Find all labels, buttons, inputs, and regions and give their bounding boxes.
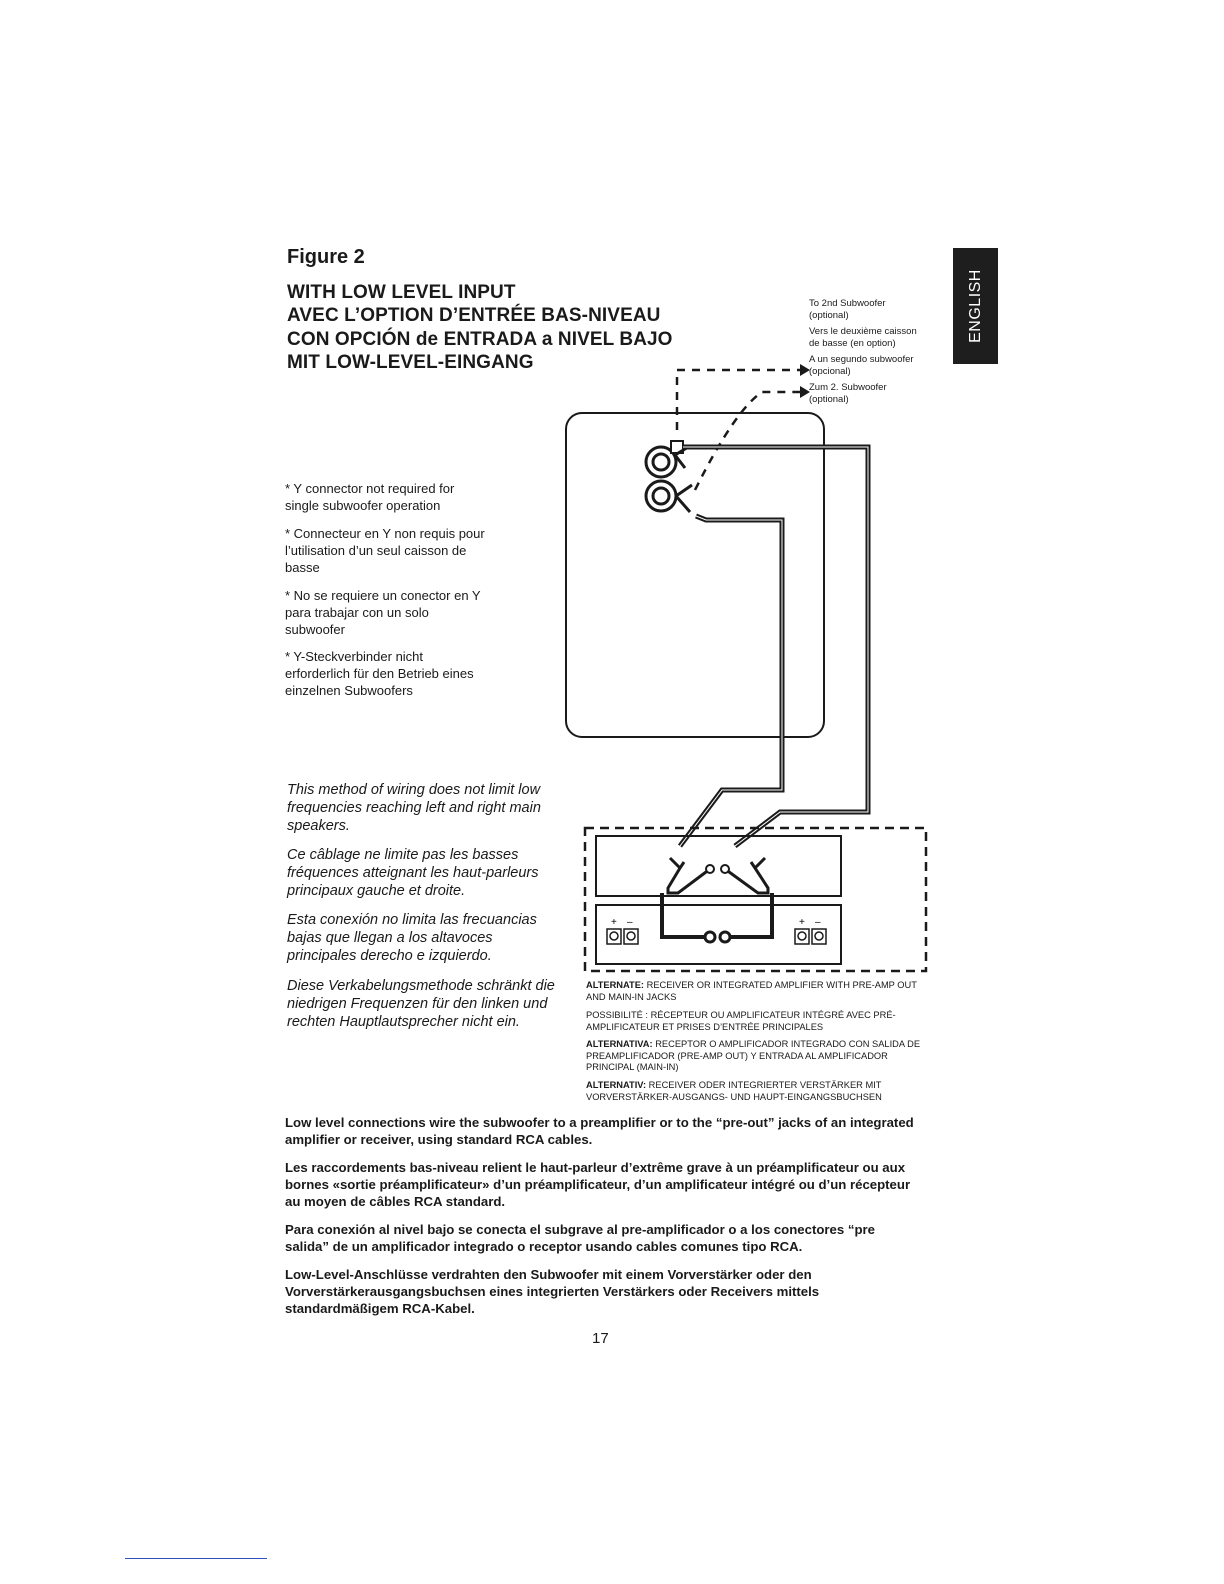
amp-section [596, 905, 841, 964]
receiver-outline [585, 828, 926, 971]
plus-sign-right: + [799, 917, 805, 928]
y-connector-receiver-left [668, 858, 710, 893]
title-german: MIT LOW-LEVEL-EINGANG [287, 352, 534, 373]
y-note-en: * Y connector not required for single subwoofer operation [285, 481, 455, 513]
y-note-es: * No se requiere un conector en Y para trabajar con un solo subwoofer [285, 588, 481, 637]
body-paragraph-de: Low-Level-Anschlüsse verdrahten den Subwoofer mit einem Vorverstärker oder den Vorverstärkerausgangsbuchsen eines integrierten Verstärkers oder Receivers mittels standardmäßigem RCA-Kabel. [285, 1267, 820, 1316]
speaker-terminals-right [795, 929, 826, 944]
plus-sign-left: + [611, 917, 617, 928]
minus-sign-right: – [815, 917, 821, 928]
dashed-line-2nd-sub-b [695, 392, 800, 490]
alt-label-fr: POSSIBILITÉ : RÉCEPTEUR OU AMPLIFICATEUR INTÉGRÉ AVEC PRÉ-AMPLIFICATEUR ET PRISES D’ENTRÉE PRINCIPALES [586, 1010, 896, 1032]
method-note-fr: Ce câblage ne limite pas les basses fréquences atteignant les haut-parleurs principaux gauche et droite. [287, 847, 539, 899]
minus-sign-left: – [627, 917, 633, 928]
method-note-en: This method of wiring does not limit low frequencies reaching left and right main speakers. [287, 782, 541, 834]
language-tab-label: ENGLISH [966, 269, 984, 343]
main-in-jack-left [705, 932, 715, 942]
method-note-es: Esta conexión no limita las frecuancias bajas que llegan a los altavoces principales derecho e izquierdo. [287, 912, 537, 964]
y-note-fr: * Connecteur en Y non requis pour l’utilisation d’un seul caisson de basse [285, 526, 485, 575]
second-sub-label-es: A un segundo subwoofer (opcional) [809, 354, 914, 377]
second-sub-label-en: To 2nd Subwoofer (optional) [809, 298, 886, 321]
title-english: WITH LOW LEVEL INPUT [287, 282, 516, 303]
main-in-jack-right [720, 932, 730, 942]
page-number: 17 [592, 1330, 609, 1347]
figure-label: Figure 2 [287, 246, 365, 268]
alt-label-en: ALTERNATE: RECEIVER OR INTEGRATED AMPLIFIER WITH PRE-AMP OUT AND MAIN-IN JACKS [586, 980, 917, 1002]
arrow-icon [800, 386, 810, 398]
method-note-de: Diese Verkabelungsmethode schränkt die niedrigen Frequenzen für den linken und rechten Hauptlautsprecher nicht ein. [287, 978, 555, 1030]
title-spanish: CON OPCIÓN de ENTRADA a NIVEL BAJO [287, 329, 673, 350]
y-connector-bottom [676, 485, 692, 512]
footnote-rule [125, 1558, 267, 1559]
cable-right [683, 447, 868, 846]
body-paragraph-fr: Les raccordements bas-niveau relient le haut-parleur d’extrême grave à un préamplificateur ou aux bornes «sortie préamplificateur» d’un préamplificateur, d’un amplificateur intégré ou d’un récepteur au moyen de câbles RCA standard. [285, 1160, 911, 1209]
y-note-de: * Y-Steckverbinder nicht erforderlich für den Betrieb eines einzelnen Subwoofers [285, 649, 474, 698]
title-french: AVEC L’OPTION D’ENTRÉE BAS-NIVEAU [287, 305, 661, 326]
pre-amp-section [596, 836, 841, 896]
cable-loop-left [662, 893, 705, 937]
second-sub-label-fr: Vers le deuxième caisson de basse (en option) [809, 326, 917, 349]
second-sub-label-de: Zum 2. Subwoofer (optional) [809, 382, 887, 405]
cable-loop-right [730, 893, 772, 937]
alt-label-es: ALTERNATIVA: RECEPTOR O AMPLIFICADOR INTEGRADO CON SALIDA DE PREAMPLIFICADOR (PRE-AMP OUT) Y ENTRADA AL AMPLIFICADOR PRINCIPAL (MAIN-IN) [586, 1039, 921, 1072]
alt-label-de: ALTERNATIV: RECEIVER ODER INTEGRIERTER VERSTÄRKER MIT VORVERSTÄRKER-AUSGANGS- UND HAUPT-EINGANGSBUCHSEN [586, 1080, 882, 1102]
speaker-terminals-left [607, 929, 638, 944]
arrow-icon [800, 364, 810, 376]
sub-rca-jack-bottom [646, 481, 676, 511]
y-connector-receiver-right [725, 858, 768, 893]
cable-left [680, 516, 782, 846]
dashed-line-2nd-sub-a [677, 370, 800, 430]
subwoofer-cabinet [566, 413, 824, 737]
body-paragraph-es: Para conexión al nivel bajo se conecta el subgrave al pre-amplificador o a los conectores “pre salida” de un amplificador integrado o receptor usando cables comunes tipo RCA. [285, 1222, 875, 1254]
body-paragraph-en: Low level connections wire the subwoofer to a preamplifier or to the “pre-out” jacks of an integrated amplifier or receiver, using standard RCA cables. [285, 1115, 914, 1147]
